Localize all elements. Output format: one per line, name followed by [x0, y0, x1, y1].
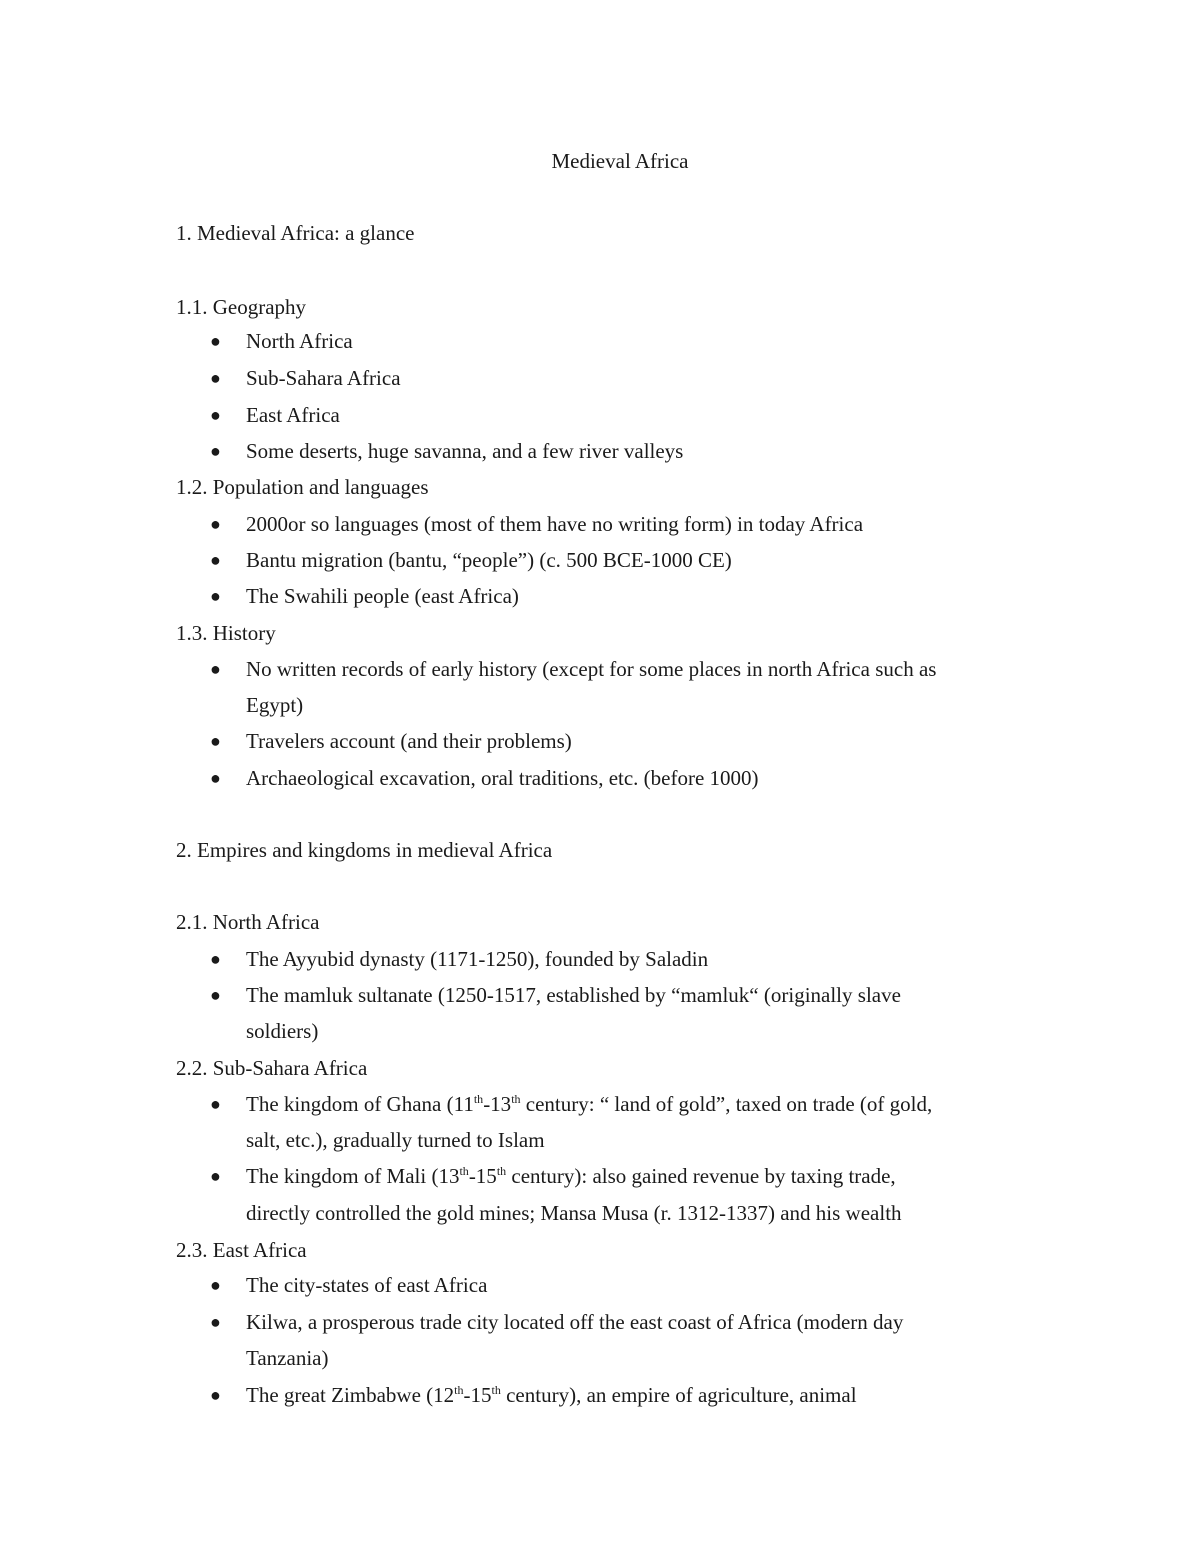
bullet-icon: ● — [210, 368, 221, 388]
list-item-continuation: salt, etc.), gradually turned to Islam — [246, 1128, 545, 1152]
text-run: The great Zimbabwe (12 — [246, 1383, 455, 1407]
section-heading-2: 2. Empires and kingdoms in medieval Africa — [176, 838, 553, 862]
bullet-icon: ● — [210, 949, 221, 969]
bullet-icon: ● — [210, 1275, 221, 1295]
list-item: No written records of early history (except for some places in north Africa such as — [246, 657, 937, 681]
list-item: Some deserts, huge savanna, and a few river valleys — [246, 439, 684, 463]
subsection-heading-2-1: 2.1. North Africa — [176, 910, 320, 934]
list-item: Bantu migration (bantu, “people”) (c. 500 BCE-1000 CE) — [246, 548, 732, 572]
text-run: -13 — [483, 1092, 512, 1116]
list-item — [246, 1380, 857, 1410]
list-item: Kilwa, a prosperous trade city located off the east coast of Africa (modern day — [246, 1310, 904, 1334]
list-item — [246, 1089, 932, 1119]
bullet-icon: ● — [210, 586, 221, 606]
document-title: Medieval Africa — [551, 149, 689, 173]
bullet-icon: ● — [210, 550, 221, 570]
bullet-icon: ● — [210, 659, 221, 679]
list-item-continuation: soldiers) — [246, 1019, 319, 1043]
list-item: East Africa — [246, 403, 340, 427]
bullet-icon: ● — [210, 1385, 221, 1405]
list-item: The Swahili people (east Africa) — [246, 584, 519, 608]
bullet-icon: ● — [210, 1094, 221, 1114]
list-item: North Africa — [246, 329, 353, 353]
text-run: century): also gained revenue by taxing trade, — [506, 1164, 896, 1188]
subsection-heading-1-1: 1.1. Geography — [176, 295, 307, 319]
text-run: The kingdom of Ghana (11 — [246, 1092, 474, 1116]
bullet-icon: ● — [210, 441, 221, 461]
list-item: Sub-Sahara Africa — [246, 366, 401, 390]
text-run: -15 — [463, 1383, 492, 1407]
section-heading-1: 1. Medieval Africa: a glance — [176, 221, 415, 245]
bullet-icon: ● — [210, 1312, 221, 1332]
subsection-heading-1-2: 1.2. Population and languages — [176, 475, 429, 499]
text-run: century), an empire of agriculture, animal — [500, 1383, 857, 1407]
superscript: th — [511, 1092, 521, 1106]
list-item: The mamluk sultanate (1250-1517, established by “mamluk“ (originally slave — [246, 983, 901, 1007]
text-run: century: “ land of gold”, taxed on trade (of gold, — [520, 1092, 933, 1116]
bullet-icon: ● — [210, 1166, 221, 1186]
list-item-continuation: Tanzania) — [246, 1346, 329, 1370]
bullet-icon: ● — [210, 514, 221, 534]
bullet-icon: ● — [210, 331, 221, 351]
text-run: The kingdom of Mali (13 — [246, 1164, 460, 1188]
subsection-heading-2-3: 2.3. East Africa — [176, 1238, 307, 1262]
bullet-icon: ● — [210, 405, 221, 425]
bullet-icon: ● — [210, 985, 221, 1005]
list-item-continuation: directly controlled the gold mines; Mansa Musa (r. 1312-1337) and his wealth — [246, 1201, 902, 1225]
text-run: -15 — [468, 1164, 497, 1188]
superscript: th — [454, 1383, 464, 1397]
list-item: The city-states of east Africa — [246, 1273, 488, 1297]
list-item-continuation: Egypt) — [246, 693, 304, 717]
subsection-heading-2-2: 2.2. Sub-Sahara Africa — [176, 1056, 368, 1080]
list-item: The Ayyubid dynasty (1171-1250), founded by Saladin — [246, 947, 709, 971]
superscript: th — [473, 1092, 484, 1106]
bullet-icon: ● — [210, 731, 221, 751]
superscript: th — [491, 1383, 501, 1397]
superscript: th — [459, 1164, 469, 1178]
bullet-icon: ● — [210, 768, 221, 788]
list-item: Travelers account (and their problems) — [246, 729, 572, 753]
list-item: 2000or so languages (most of them have no writing form) in today Africa — [246, 512, 864, 536]
superscript: th — [496, 1164, 507, 1178]
list-item — [246, 1161, 896, 1191]
subsection-heading-1-3: 1.3. History — [176, 621, 276, 645]
list-item: Archaeological excavation, oral traditions, etc. (before 1000) — [246, 766, 759, 790]
